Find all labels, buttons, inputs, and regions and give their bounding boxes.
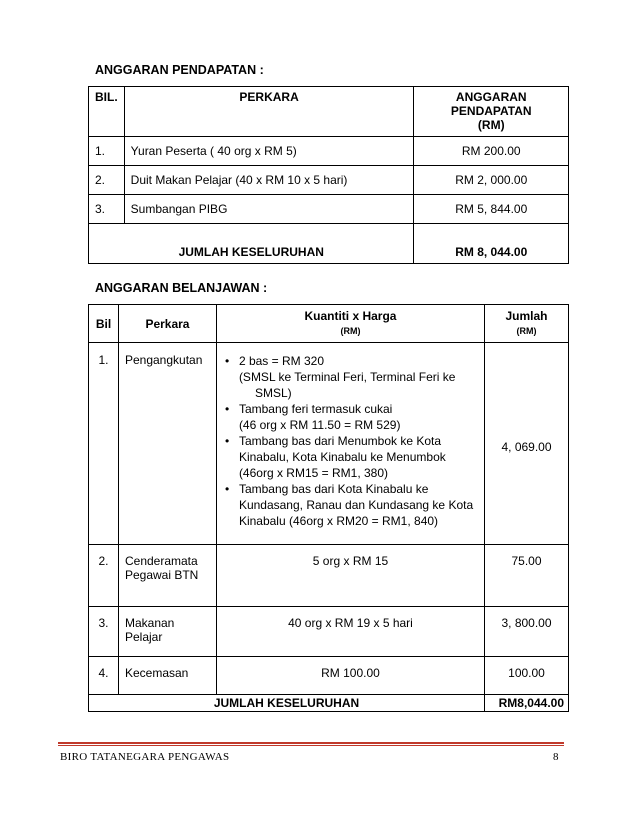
- table-row: [89, 545, 569, 607]
- row-amount: RM 2, 000.00: [414, 166, 569, 195]
- expense-header-row: [89, 305, 569, 343]
- row-perkara: Duit Makan Pelajar (40 x RM 10 x 5 hari): [124, 166, 414, 195]
- footer-title: BIRO TATANEGARA PENGAWAS: [60, 751, 230, 763]
- row-perkara: Sumbangan PIBG: [124, 195, 414, 224]
- table-row: [89, 343, 569, 545]
- table-row: [89, 137, 569, 166]
- list-item: • Tambang bas dari Kota Kinabalu ke Kundasang, Ranau dan Kundasang ke Kota Kinabalu (46org x RM20 = RM1, 840): [224, 482, 474, 528]
- row-kuantiti: [216, 343, 484, 545]
- row-perkara: Yuran Peserta ( 40 org x RM 5): [124, 137, 414, 166]
- row-bil: 1.: [89, 137, 125, 166]
- row-bil: 2.: [89, 166, 125, 195]
- income-header-row: [89, 87, 569, 137]
- expense-table: [88, 304, 569, 712]
- income-total-value: RM 8, 044.00: [414, 224, 569, 264]
- table-row: [89, 195, 569, 224]
- list-item: • 2 bas = RM 320 (SMSL ke Terminal Feri, Terminal Feri ke SMSL): [224, 354, 456, 400]
- row-jumlah: 4, 069.00: [485, 343, 569, 545]
- row-kuantiti: 40 org x RM 19 x 5 hari: [216, 607, 484, 657]
- row-bil: 1.: [89, 343, 119, 545]
- expense-total-row: [89, 695, 569, 712]
- row-perkara: Cenderamata Pegawai BTN: [118, 545, 216, 607]
- row-jumlah: 75.00: [485, 545, 569, 607]
- table-row: [89, 657, 569, 695]
- income-total-label: JUMLAH KESELURUHAN: [89, 224, 414, 264]
- row-perkara: Pengangkutan: [118, 343, 216, 545]
- row-amount: RM 5, 844.00: [414, 195, 569, 224]
- row-jumlah: 100.00: [485, 657, 569, 695]
- income-heading: ANGGARAN PENDAPATAN :: [95, 63, 264, 77]
- income-col-perkara: PERKARA: [124, 87, 414, 137]
- expense-col-perkara: Perkara: [118, 305, 216, 343]
- row-bil: 4.: [89, 657, 119, 695]
- expense-col-bil: Bil: [89, 305, 119, 343]
- table-row: [89, 166, 569, 195]
- expense-col-kuantiti: Kuantiti x Harga (RM): [216, 305, 484, 343]
- row-bil: 3.: [89, 195, 125, 224]
- expense-col-jumlah: Jumlah (RM): [485, 305, 569, 343]
- table-row: [89, 607, 569, 657]
- footer-rule: [58, 742, 564, 744]
- page-number: 8: [553, 751, 559, 763]
- footer-rule-thin: [58, 745, 564, 746]
- row-bil: 3.: [89, 607, 119, 657]
- income-table: [88, 86, 569, 264]
- list-item: • Tambang feri termasuk cukai (46 org x RM 11.50 = RM 529): [224, 402, 401, 432]
- expense-total-label: JUMLAH KESELURUHAN: [89, 695, 485, 712]
- income-col-bil: BIL.: [89, 87, 125, 137]
- row-bil: 2.: [89, 545, 119, 607]
- list-item: • Tambang bas dari Menumbok ke Kota Kinabalu, Kota Kinabalu ke Menumbok (46org x RM15 = RM1, 380): [224, 434, 446, 480]
- row-kuantiti: 5 org x RM 15: [216, 545, 484, 607]
- income-col-anggaran: ANGGARAN PENDAPATAN (RM): [414, 87, 569, 137]
- row-jumlah: 3, 800.00: [485, 607, 569, 657]
- row-kuantiti: RM 100.00: [216, 657, 484, 695]
- row-perkara: Kecemasan: [118, 657, 216, 695]
- transport-item-list: [223, 353, 478, 529]
- expense-total-value: RM8,044.00: [485, 695, 569, 712]
- income-total-row: [89, 224, 569, 264]
- expense-heading: ANGGARAN BELANJAWAN :: [95, 281, 268, 295]
- row-perkara: Makanan Pelajar: [118, 607, 216, 657]
- row-amount: RM 200.00: [414, 137, 569, 166]
